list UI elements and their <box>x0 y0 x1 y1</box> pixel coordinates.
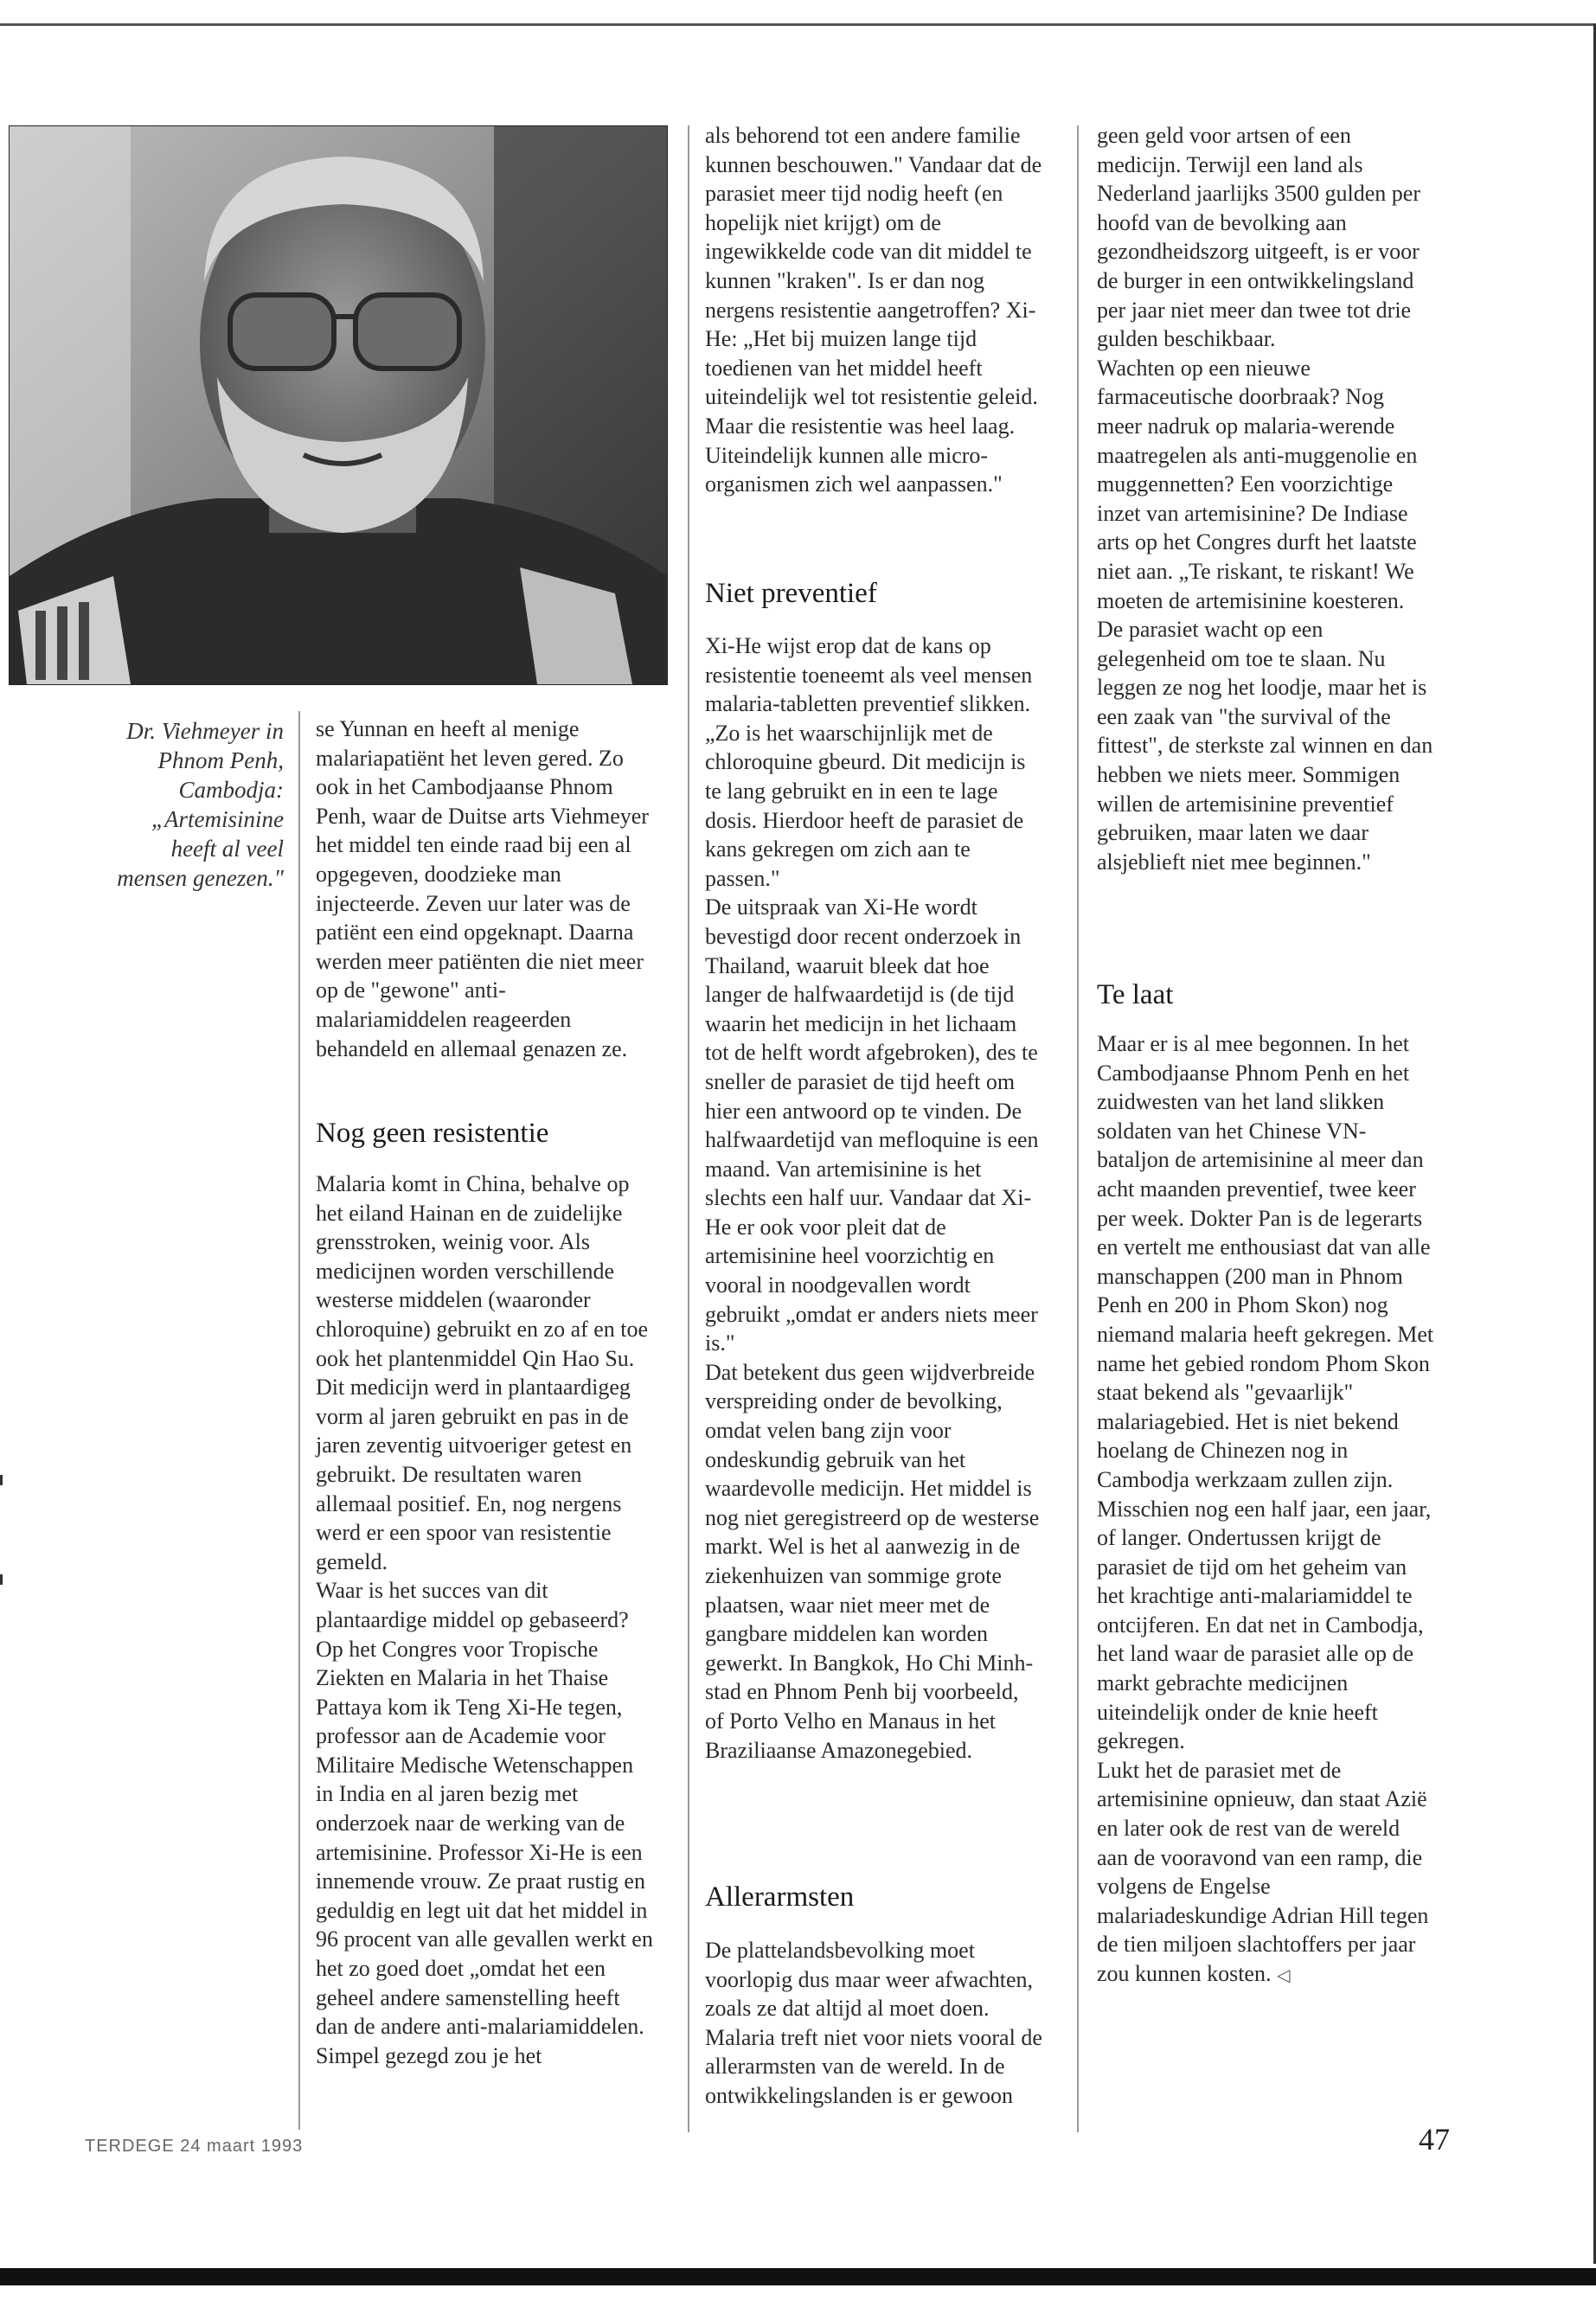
section-heading: Nog geen resistentie <box>316 1118 549 1149</box>
section-heading: Allerarmsten <box>705 1881 855 1913</box>
section-heading: Te laat <box>1097 979 1174 1010</box>
scan-speck <box>0 1574 3 1585</box>
section-heading: Niet preventief <box>705 578 877 609</box>
scan-speck <box>0 1475 3 1485</box>
portrait-photo <box>9 125 668 685</box>
paragraph <box>1097 1756 1434 1991</box>
paragraph: Xi-He wijst erop dat de kans op resistentie toeneemt als veel mensen malaria-tabletten preventief slikken. „Zo is het waarschijnlijk met de chloroquine gbeurd. Dit medicijn is te lang gebruikt en in een te lage dosis. Hierdoor heeft de parasiet de kans gekregen om zich aan te passen." <box>705 633 1033 891</box>
paragraph: Malaria komt in China, behalve op het eiland Hainan en de zuidelijke grensstroken, weinig voor. Als medicijnen worden verschillende westerse middelen (waaronder chloroquine) gebruikt en zo af en toe ook het plantenmiddel Qin Hao Su. Dit medicijn werd in plantaardigeg vorm al jaren gebruikt en pas in de jaren zeventig uitvoeriger getest en gebruikt. De resultaten waren allemaal positief. En, nog nergens werd er een spoor van resistentie gemeld. <box>316 1171 649 1574</box>
column-divider <box>1077 125 1079 2132</box>
page-number: 47 <box>1419 2122 1450 2157</box>
paragraph: geen geld voor artsen of een medicijn. Terwijl een land als Nederland jaarlijks 3500 gulden per hoofd van de bevolking aan gezondheidszorg uitgeeft, is er voor de burger in een ontwikkelingsland per jaar niet meer dan twee tot drie gulden beschikbaar. <box>1097 123 1420 352</box>
paragraph: Waar is het succes van dit plantaardige middel op gebaseerd? Op het Congres voor Tropische Ziekten en Malaria in het Thaise Pattaya kom ik Teng Xi-He tegen, professor aan de Academie voor Militaire Medische Wetenschappen in India en al jaren bezig met onderzoek naar de werking van de artemisinine. Professor Xi-He is een innemende vrouw. Ze praat rustig en geduldig en legt uit dat het middel in 96 procent van alle gevallen werkt en het zo goed doet „omdat het een geheel andere samenstelling heeft dan de andere anti-malariamiddelen. Simpel gezegd zou je het <box>316 1578 653 2068</box>
portrait-illustration <box>10 126 667 684</box>
bottom-scan-bar <box>0 2268 1596 2285</box>
publication-footer: TERDEGE 24 maart 1993 <box>85 2137 304 2156</box>
end-mark-icon: ◁ <box>1276 1966 1291 1985</box>
paragraph: se Yunnan en heeft al menige malariapatiënt het leven gered. Zo ook in het Cambodjaanse Phnom Penh, waar de Duitse arts Viehmeyer het middel ten einde raad bij een al opgegeven, doodzieke man injecteerde. Zeven uur later was de patiënt een eind opgeknapt. Daarna werden meer patiënten die niet meer op de "gewone" anti-malariamiddelen reageerden behandeld en allemaal genazen ze. <box>316 716 649 1061</box>
paragraph: Dat betekent dus geen wijdverbreide verspreiding onder de bevolking, omdat velen bang zijn voor ondeskundig gebruik van het waardevolle medicijn. Het middel is nog niet geregistreerd op de westerse markt. Wel is het al aanwezig in de ziekenhuizen van sommige grote plaatsen, waar niet meer met de gangbare middelen kan worden gewerkt. In Bangkok, Ho Chi Minh-stad en Phnom Penh bij voorbeeld, of Porto Velho en Manaus in het Braziliaanse Amazonegebied. <box>705 1359 1040 1763</box>
paragraph: Maar er is al mee begonnen. In het Cambodjaanse Phnom Penh en het zuidwesten van het land slikken soldaten van het Chinese VN-bataljon de artemisinine al meer dan acht maanden preventief, twee keer per week. Dokter Pan is de legerarts en vertelt me enthousiast dat van alle manschappen (200 man in Phnom Penh en 200 in Phom Skon) nog niemand malaria heeft gekregen. Met name het gebied rondom Phom Skon staat bekend als "gevaarlijk" malariagebied. Het is niet bekend hoelang de Chinezen nog in Cambodja werkzaam zullen zijn. Misschien nog een half jaar, een jaar, of langer. Ondertussen krijgt de parasiet de tijd om het geheim van het krachtige anti-malariamiddel te ontcijferen. En dat net in Cambodja, het land waar de parasiet alle op de markt gebrachte medicijnen uiteindelijk onder de knie heeft gekregen. <box>1097 1031 1434 1754</box>
paragraph: als behorend tot een andere familie kunnen beschouwen." Vandaar dat de parasiet meer tijd nodig heeft (en hopelijk niet krijgt) om de ingewikkelde code van dit middel te kunnen "kraken". Is er dan nog nergens resistentie aangetroffen? Xi-He: „Het bij muizen lange tijd toedienen van het middel heeft uiteindelijk wel tot resistentie geleid. Maar die resistentie was heel laag. Uiteindelijk kunnen alle micro-organismen zich wel aanpassen." <box>705 123 1042 497</box>
photo-caption: Dr. Viehmeyer in Phnom Penh, Cambodja: „Artemisinine heeft al veel mensen genezen." <box>117 718 284 891</box>
paragraph: De uitspraak van Xi-He wordt bevestigd door recent onderzoek in Thailand, waaruit bleek dat hoe langer de halfwaardetijd is (de tijd waarin het medicijn in het lichaam tot de helft wordt afgebroken), des te sneller de parasiet de tijd heeft om hier een antwoord op te vinden. De halfwaardetijd van mefloquine is een maand. Van artemisinine is het slechts een half uur. Vandaar dat Xi-He er ook voor pleit dat de artemisinine heel voorzichtig en vooral in noodgevallen wordt gebruikt „omdat er anders niets meer is." <box>705 894 1039 1356</box>
paragraph: Wachten op een nieuwe farmaceutische doorbraak? Nog meer nadruk op malaria-werende maatregelen als anti-muggenolie en muggennetten? Een voorzichtige inzet van artemisinine? De Indiase arts op het Congres durft het laatste niet aan. „Te riskant, te riskant! We moeten de artemisinine koesteren. De parasiet wacht op een gelegenheid om toe te slaan. Nu leggen ze nog het loodje, maar het is een zaak van "the survival of the fittest", de sterkste zal winnen en dan hebben we niets meer. Sommigen willen de artemisinine preventief gebruiken, maar laten we daar alsjeblieft niet mee beginnen." <box>1097 355 1433 875</box>
column-divider <box>688 125 689 2132</box>
paragraph: De plattelandsbevolking moet voorlopig dus maar weer afwachten, zoals ze dat altijd al moet doen. Malaria treft niet voor niets vooral de allerarmsten van de wereld. In de ontwikkelingslanden is er gewoon <box>705 1938 1042 2108</box>
top-rule <box>0 23 1596 26</box>
column-divider <box>298 711 300 2130</box>
paragraph-text: Lukt het de parasiet met de artemisinine opnieuw, dan staat Azië en later ook de rest van de wereld aan de vooravond van een ramp, die volgens de Engelse malariadeskundige Adrian Hill tegen de tien miljoen slachtoffers per jaar zou kunnen kosten. <box>1097 1757 1429 1986</box>
